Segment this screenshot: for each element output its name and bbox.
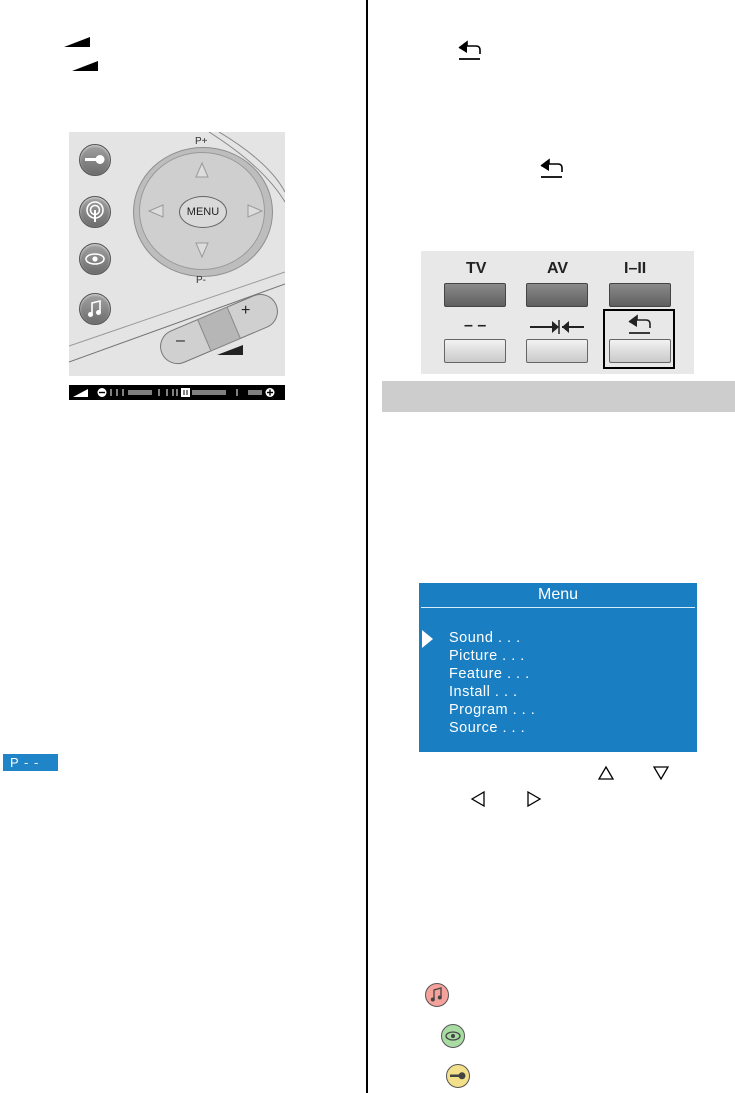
- program-up-label: P+: [195, 136, 208, 147]
- menu-item-picture[interactable]: Picture . . .: [449, 648, 525, 664]
- menu-item-source[interactable]: Source . . .: [449, 720, 526, 736]
- key-icon: [447, 1065, 469, 1087]
- volume-scale: [69, 385, 285, 400]
- av-button[interactable]: [526, 283, 588, 307]
- menu-item-sound[interactable]: Sound . . .: [449, 630, 521, 646]
- tv-label: TV: [466, 260, 487, 277]
- menu-item-program[interactable]: Program . . .: [449, 702, 536, 718]
- eye-icon: [442, 1025, 464, 1047]
- music-note-icon: [426, 984, 448, 1006]
- swap-button[interactable]: [526, 339, 588, 363]
- menu-item-install[interactable]: Install . . .: [449, 684, 518, 700]
- music-note-icon: [80, 294, 110, 324]
- tv-button[interactable]: [444, 283, 506, 307]
- triangle-down-icon[interactable]: [195, 242, 209, 258]
- triangle-up-icon: [597, 765, 615, 781]
- sound-color-button: [425, 983, 449, 1007]
- menu-title-divider: [421, 607, 695, 608]
- program-down-label: P-: [196, 275, 206, 286]
- sound-button[interactable]: [79, 293, 111, 325]
- key-button[interactable]: [79, 144, 111, 176]
- dual-sound-label: I–II: [624, 260, 647, 277]
- on-screen-menu: [419, 583, 697, 752]
- volume-plus-button[interactable]: +: [241, 302, 251, 319]
- menu-title: Menu: [537, 586, 579, 603]
- dash-label: – –: [464, 317, 487, 334]
- menu-button[interactable]: MENU: [179, 196, 227, 228]
- key-icon: [80, 145, 110, 175]
- triangle-up-icon[interactable]: [195, 162, 209, 178]
- return-icon: [456, 40, 482, 62]
- triangle-left-icon[interactable]: [148, 204, 164, 218]
- volume-bar: [69, 385, 285, 400]
- dual-sound-button[interactable]: [609, 283, 671, 307]
- av-label: AV: [547, 260, 569, 277]
- menu-selection-pointer: [422, 630, 433, 648]
- triangle-right-icon[interactable]: [247, 204, 263, 218]
- channel-badge: P - -: [3, 754, 58, 771]
- menu-item-feature[interactable]: Feature . . .: [449, 666, 530, 682]
- swap-arrows-icon: [526, 317, 588, 337]
- volume-rocker: [153, 282, 285, 376]
- volume-minus-button[interactable]: –: [176, 332, 185, 349]
- section-header-band: [382, 381, 735, 412]
- triangle-down-icon: [652, 765, 670, 781]
- dash-button[interactable]: [444, 339, 506, 363]
- picture-color-button: [441, 1024, 465, 1048]
- broadcast-button[interactable]: [79, 196, 111, 228]
- remote-control-illustration: [69, 132, 285, 376]
- return-button-highlight: [603, 309, 675, 369]
- volume-wedge-icon: [62, 36, 92, 48]
- return-icon: [538, 158, 564, 180]
- triangle-left-icon: [470, 790, 486, 808]
- volume-wedge-icon: [215, 344, 245, 356]
- volume-wedge-icon: [70, 60, 100, 72]
- eye-icon: [80, 244, 110, 274]
- button-panel-illustration: [421, 251, 694, 374]
- column-divider: [366, 0, 368, 1093]
- broadcast-icon: [80, 197, 110, 227]
- feature-color-button: [446, 1064, 470, 1088]
- picture-button[interactable]: [79, 243, 111, 275]
- triangle-right-icon: [526, 790, 542, 808]
